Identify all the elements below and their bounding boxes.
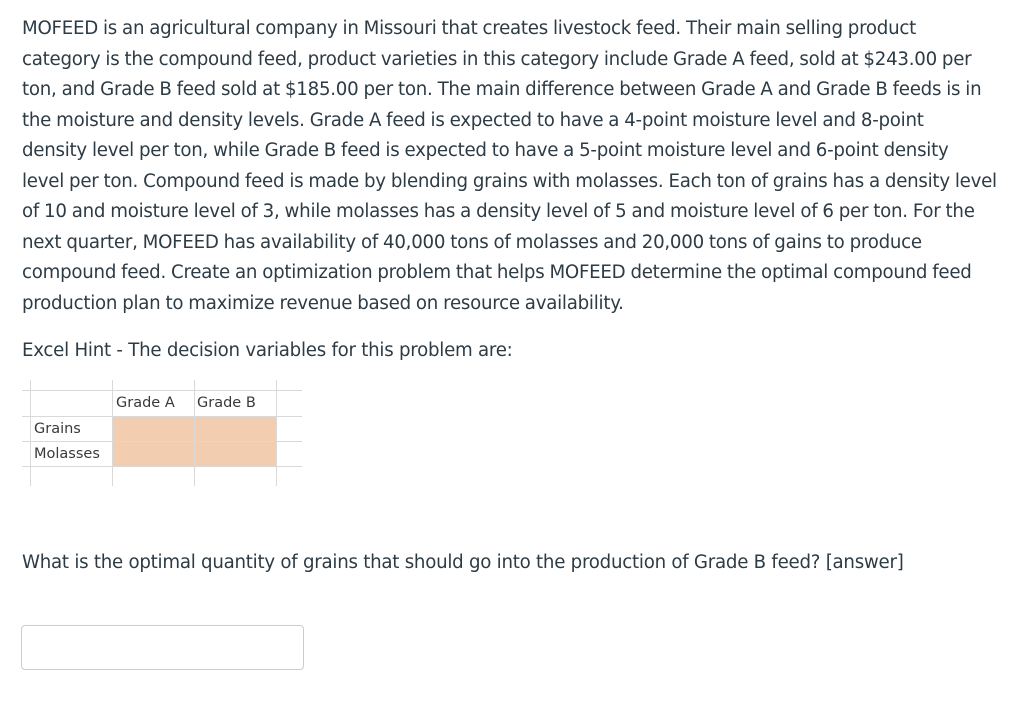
grid-line [22, 390, 302, 391]
answer-prompt: What is the optimal quantity of grains that should go into the production of Grade B feed? [answer] [22, 552, 904, 573]
grid-line [22, 466, 302, 467]
grid-line [112, 380, 113, 486]
grid-line [30, 380, 31, 486]
column-header-grade-b: Grade B [197, 395, 256, 411]
excel-hint: Excel Hint - The decision variables for this problem are: [22, 340, 513, 361]
question-line: level per ton. Compound feed is made by blending grains with molasses. Each ton of grains has a density level [22, 170, 997, 192]
question-line: ton, and Grade B feed sold at $185.00 per ton. The main difference between Grade A and Grade B feeds is in [22, 79, 982, 100]
question-line: density level per ton, while Grade B feed is expected to have a 5-point moisture level and 6-point density [22, 140, 949, 161]
grid-line [276, 380, 277, 486]
grid-line [194, 380, 195, 486]
question-line: compound feed. Create an optimization problem that helps MOFEED determine the optimal compound feed [22, 262, 972, 283]
question-text [22, 14, 1000, 319]
question-line: production plan to maximize revenue based on resource availability. [22, 292, 624, 314]
decision-variables-sheet-image [22, 380, 302, 486]
answer-input[interactable] [21, 625, 304, 670]
row-header-grains: Grains [34, 421, 81, 437]
grid-line [22, 441, 302, 442]
grid-line [22, 416, 302, 417]
row-header-molasses: Molasses [34, 446, 100, 462]
question-line: category is the compound feed, product varieties in this category include Grade A feed, sold at $243.00 per [22, 48, 972, 70]
question-line: MOFEED is an agricultural company in Missouri that creates livestock feed. Their main selling product [22, 18, 916, 39]
column-header-grade-a: Grade A [116, 395, 175, 411]
question-line: the moisture and density levels. Grade A feed is expected to have a 4-point moisture level and 8-point [22, 109, 924, 131]
question-line: of 10 and moisture level of 3, while molasses has a density level of 5 and moisture level of 6 per ton. For the [22, 201, 975, 222]
question-line: next quarter, MOFEED has availability of 40,000 tons of molasses and 20,000 tons of gains to produce [22, 231, 922, 253]
